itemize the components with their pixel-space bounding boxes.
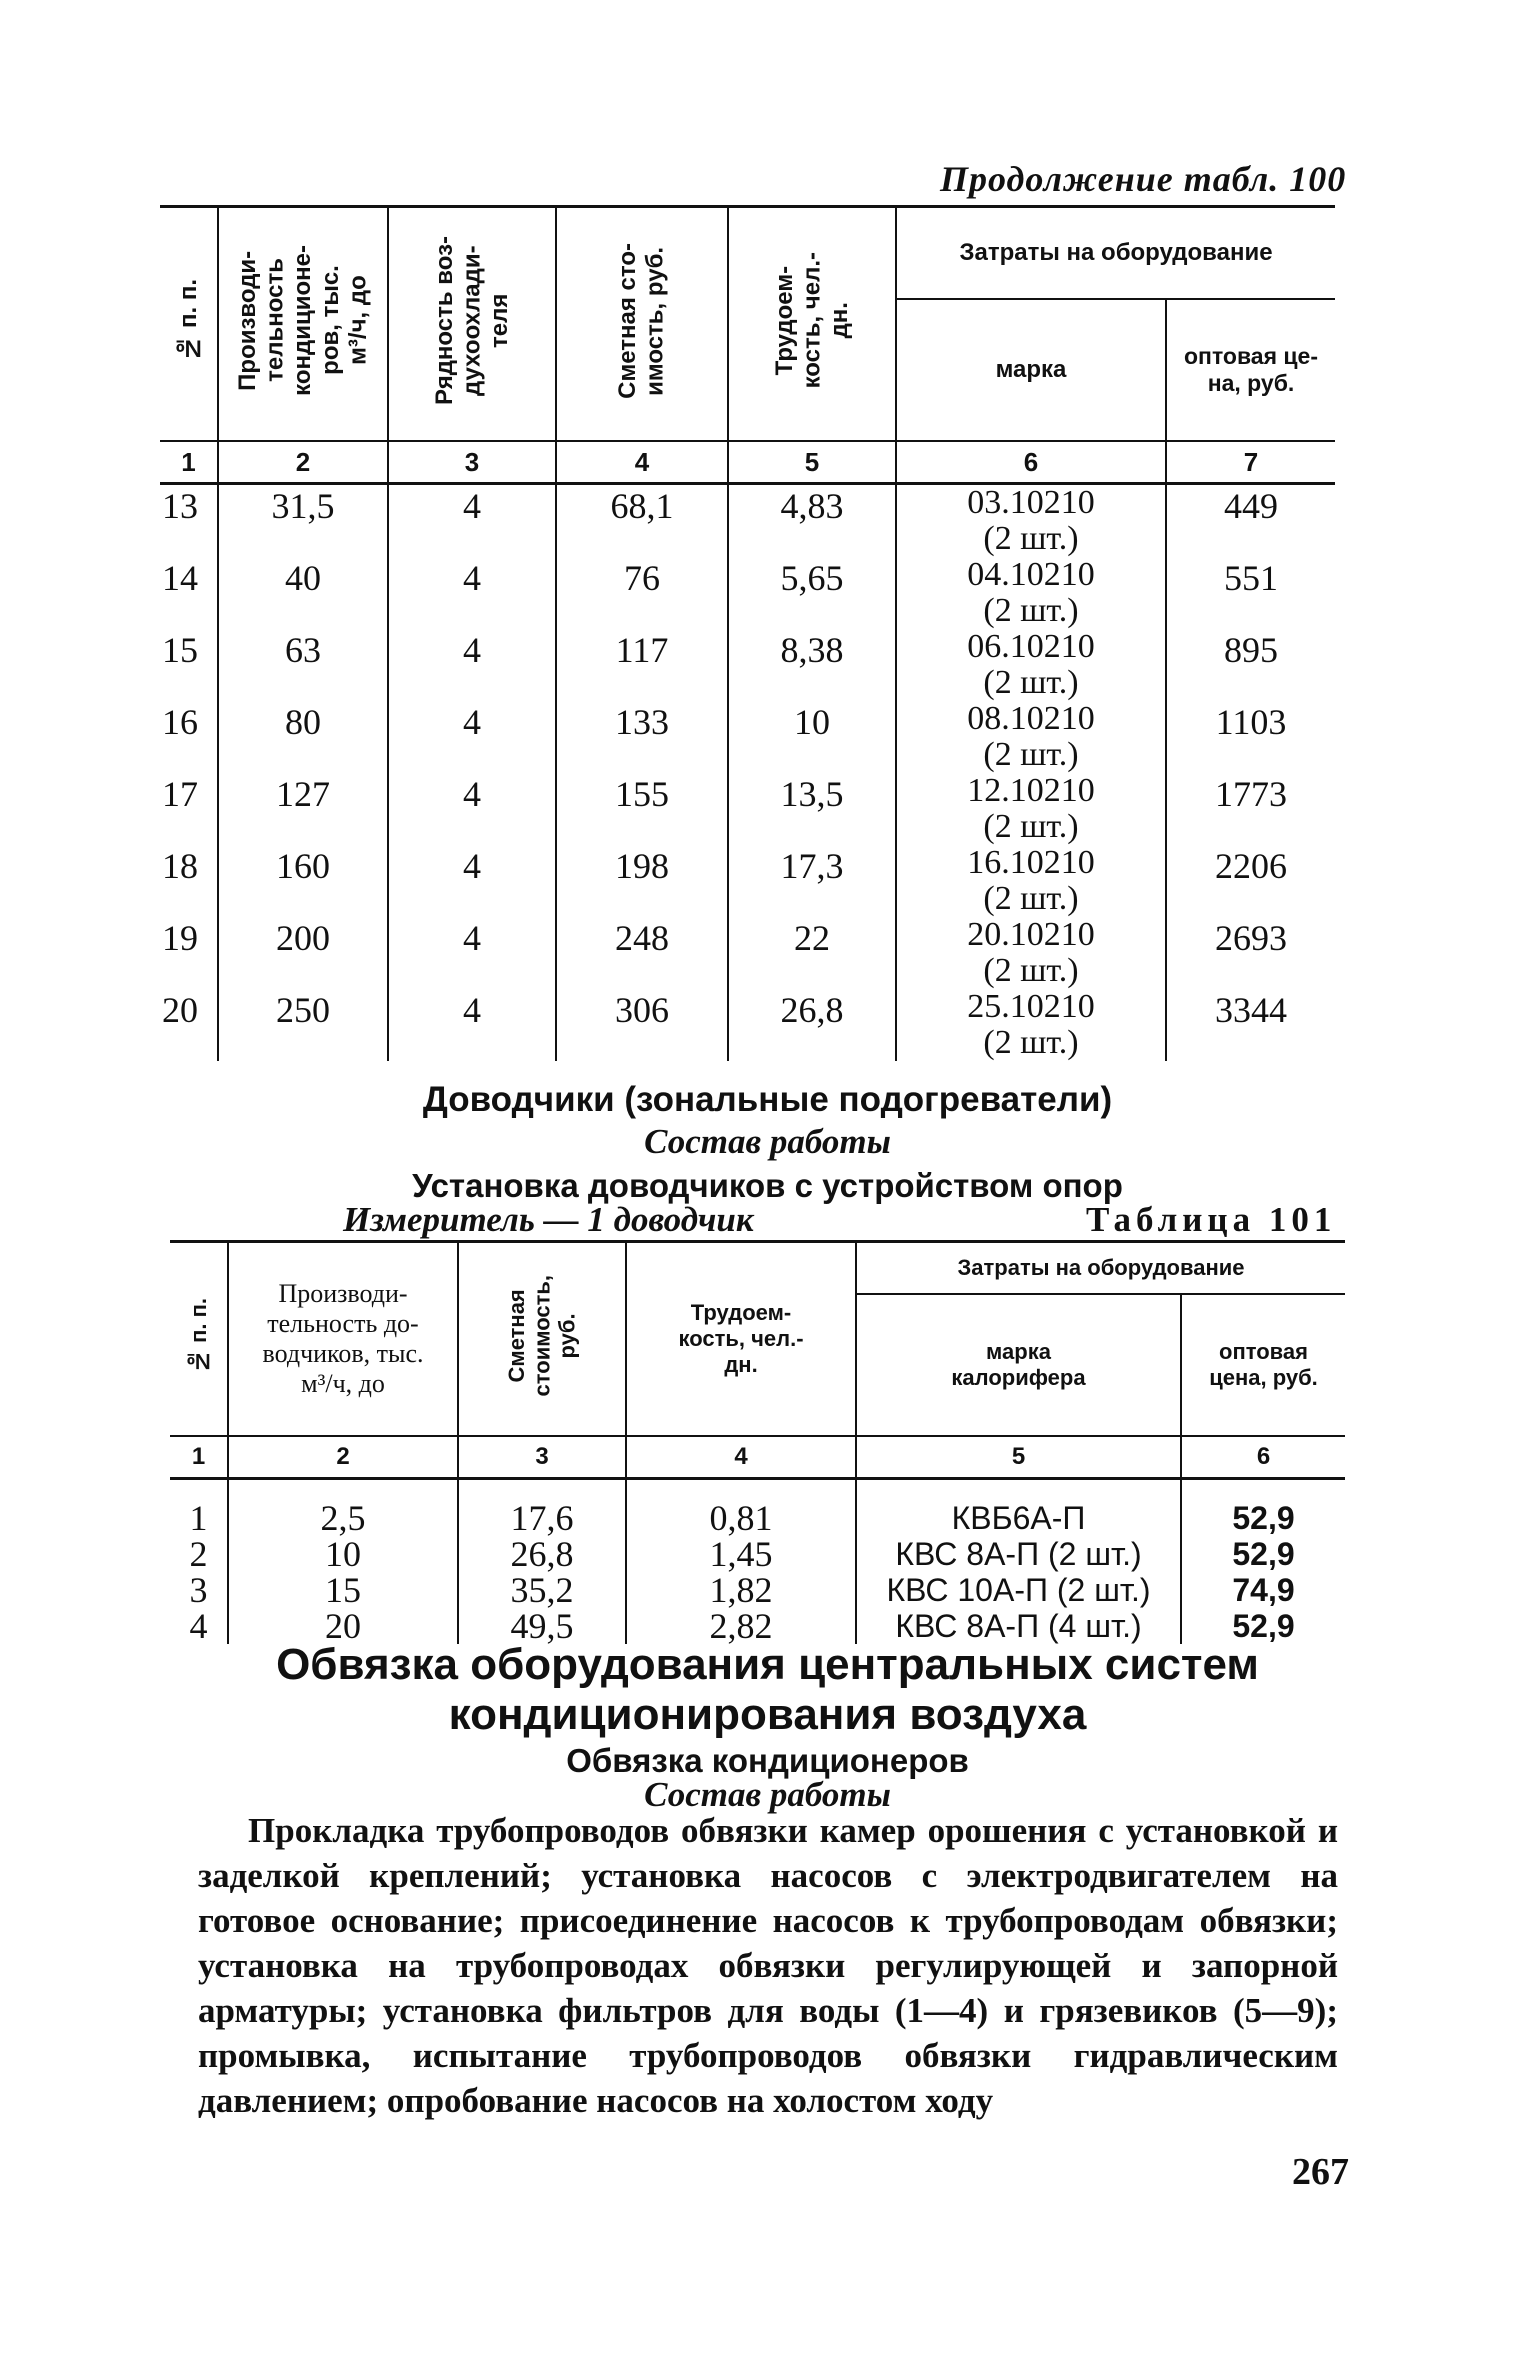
meter-label: Измеритель — 1 доводчик	[343, 1200, 754, 1239]
price-cell: 52,9	[1181, 1536, 1345, 1572]
header-equipment: Затраты на оборудование	[896, 207, 1335, 300]
table-row	[160, 845, 1335, 917]
rows-cell: 4	[388, 557, 556, 629]
cost-cell: 68,1	[556, 484, 728, 558]
t101-column-number-row: 1 2 3 4 5 6	[170, 1436, 1345, 1479]
row-number: 13	[162, 486, 198, 526]
t101-header-cost: Сметная стоимость, руб.	[458, 1242, 626, 1437]
labor-cell: 22	[728, 917, 896, 989]
t101-header-num: № п. п.	[170, 1242, 228, 1437]
table-row	[160, 917, 1335, 989]
labor-cell: 1,45	[626, 1536, 856, 1572]
row-number: 19	[162, 918, 198, 958]
brand-cell: 16.10210 (2 шт.)	[896, 845, 1166, 917]
cost-cell: 76	[556, 557, 728, 629]
capacity-cell: 80	[218, 701, 388, 773]
continuation-title: Продолжение табл. 100	[940, 159, 1347, 199]
table-row	[160, 629, 1335, 701]
price-cell: 895	[1166, 629, 1335, 701]
price-cell: 2693	[1166, 917, 1335, 989]
row-number: 14	[162, 558, 198, 598]
row-number: 4	[189, 1606, 208, 1646]
labor-cell: 0,81	[626, 1479, 856, 1537]
price-cell: 2206	[1166, 845, 1335, 917]
rows-cell: 4	[388, 701, 556, 773]
capacity-cell: 200	[218, 917, 388, 989]
column-number-row: 1 2 3 4 5 6 7	[160, 441, 1335, 484]
brand-cell: КВБ6А-П	[856, 1479, 1181, 1537]
cost-cell: 155	[556, 773, 728, 845]
section2-title-line2: кондиционирования воздуха	[448, 1690, 1087, 1739]
table-row	[160, 989, 1335, 1061]
capacity-cell: 20	[228, 1608, 458, 1644]
header-cost: Сметная сто- имость, руб.	[556, 207, 728, 442]
cost-cell: 133	[556, 701, 728, 773]
row-number: 2	[189, 1534, 208, 1574]
labor-cell: 2,82	[626, 1608, 856, 1644]
labor-cell: 10	[728, 701, 896, 773]
work-description: Установка доводчиков с устройством опор	[412, 1167, 1123, 1204]
row-number: 1	[189, 1498, 208, 1538]
table-row	[170, 1572, 1345, 1608]
table-row	[170, 1479, 1345, 1537]
capacity-cell: 127	[218, 773, 388, 845]
row-number: 20	[162, 990, 198, 1030]
price-cell: 1103	[1166, 701, 1335, 773]
table-101	[170, 1240, 1345, 1644]
section2-title-line1: Обвязка оборудования центральных систем	[276, 1640, 1259, 1689]
page-number: 267	[1292, 2151, 1349, 2193]
brand-cell: 06.10210 (2 шт.)	[896, 629, 1166, 701]
rows-cell: 4	[388, 845, 556, 917]
labor-cell: 26,8	[728, 989, 896, 1061]
cost-cell: 26,8	[458, 1536, 626, 1572]
header-brand: марка	[896, 299, 1166, 441]
header-capacity: Производи- тельность кондиционе- ров, тыс. м³/ч, до	[218, 207, 388, 442]
t101-header-price: оптовая цена, руб.	[1181, 1294, 1345, 1436]
capacity-cell: 63	[218, 629, 388, 701]
rows-cell: 4	[388, 917, 556, 989]
table-101-label: Таблица 101	[1086, 1200, 1337, 1239]
t101-header-equipment: Затраты на оборудование	[856, 1242, 1345, 1295]
price-cell: 551	[1166, 557, 1335, 629]
cost-cell: 17,6	[458, 1479, 626, 1537]
labor-cell: 1,82	[626, 1572, 856, 1608]
cost-cell: 49,5	[458, 1608, 626, 1644]
labor-cell: 8,38	[728, 629, 896, 701]
cost-cell: 117	[556, 629, 728, 701]
cost-cell: 306	[556, 989, 728, 1061]
header-num: № п. п.	[160, 207, 218, 442]
rows-cell: 4	[388, 484, 556, 558]
header-price: оптовая це- на, руб.	[1166, 299, 1335, 441]
brand-cell: 03.10210 (2 шт.)	[896, 484, 1166, 558]
rows-cell: 4	[388, 773, 556, 845]
brand-cell: 04.10210 (2 шт.)	[896, 557, 1166, 629]
price-cell: 3344	[1166, 989, 1335, 1061]
t101-header-brand: марка калорифера	[856, 1294, 1181, 1436]
labor-cell: 17,3	[728, 845, 896, 917]
capacity-cell: 160	[218, 845, 388, 917]
table-row	[170, 1536, 1345, 1572]
capacity-cell: 15	[228, 1572, 458, 1608]
brand-cell: 12.10210 (2 шт.)	[896, 773, 1166, 845]
row-number: 16	[162, 702, 198, 742]
capacity-cell: 10	[228, 1536, 458, 1572]
table-row	[170, 1608, 1345, 1644]
capacity-cell: 2,5	[228, 1479, 458, 1537]
section2-subtitle: Обвязка кондиционеров	[566, 1742, 969, 1779]
brand-cell: КВС 8А-П (2 шт.)	[856, 1536, 1181, 1572]
row-number: 3	[189, 1570, 208, 1610]
brand-cell: КВС 8А-П (4 шт.)	[856, 1608, 1181, 1644]
section2-work-composition: Состав работы	[644, 1775, 891, 1814]
section-title-dovodchiki: Доводчики (зональные подогреватели)	[422, 1080, 1113, 1119]
brand-cell: 08.10210 (2 шт.)	[896, 701, 1166, 773]
capacity-cell: 250	[218, 989, 388, 1061]
body-paragraph: Прокладка трубопроводов обвязки камер орошения с установкой и заделкой креплений; установка насосов с электродвигателем на готовое основание; присоединение насосов к трубопроводам обвязки; установка на трубопроводах обвязки регулирующей и запорной арматуры; установка фильтров для воды (1—4) и грязевиков (5—9); промывка, испытание трубопроводов обвязки гидравлическим давлением; опробование насосов на холостом ходу	[198, 1811, 1338, 2120]
t101-header-capacity: Производи- тельность до- водчиков, тыс. м³/ч, до	[228, 1242, 458, 1437]
brand-cell: 20.10210 (2 шт.)	[896, 917, 1166, 989]
price-cell: 449	[1166, 484, 1335, 558]
cost-cell: 248	[556, 917, 728, 989]
row-number: 18	[162, 846, 198, 886]
brand-cell: 25.10210 (2 шт.)	[896, 989, 1166, 1061]
t101-header-labor: Трудоем- кость, чел.- дн.	[626, 1242, 856, 1437]
labor-cell: 4,83	[728, 484, 896, 558]
table-row	[160, 484, 1335, 558]
header-labor: Трудоем- кость, чел.- дн.	[728, 207, 896, 442]
capacity-cell: 40	[218, 557, 388, 629]
header-rows: Рядность воз- духоохлади- теля	[388, 207, 556, 442]
labor-cell: 13,5	[728, 773, 896, 845]
table-100	[160, 205, 1335, 1061]
cost-cell: 35,2	[458, 1572, 626, 1608]
section-subtitle-composition: Состав работы	[644, 1122, 891, 1161]
capacity-cell: 31,5	[218, 484, 388, 558]
row-number: 15	[162, 630, 198, 670]
table-row	[160, 701, 1335, 773]
rows-cell: 4	[388, 989, 556, 1061]
price-cell: 1773	[1166, 773, 1335, 845]
table-row	[160, 557, 1335, 629]
row-number: 17	[162, 774, 198, 814]
brand-cell: КВС 10А-П (2 шт.)	[856, 1572, 1181, 1608]
table-row	[160, 773, 1335, 845]
cost-cell: 198	[556, 845, 728, 917]
rows-cell: 4	[388, 629, 556, 701]
price-cell: 52,9	[1181, 1479, 1345, 1537]
labor-cell: 5,65	[728, 557, 896, 629]
price-cell: 74,9	[1181, 1572, 1345, 1608]
price-cell: 52,9	[1181, 1608, 1345, 1644]
